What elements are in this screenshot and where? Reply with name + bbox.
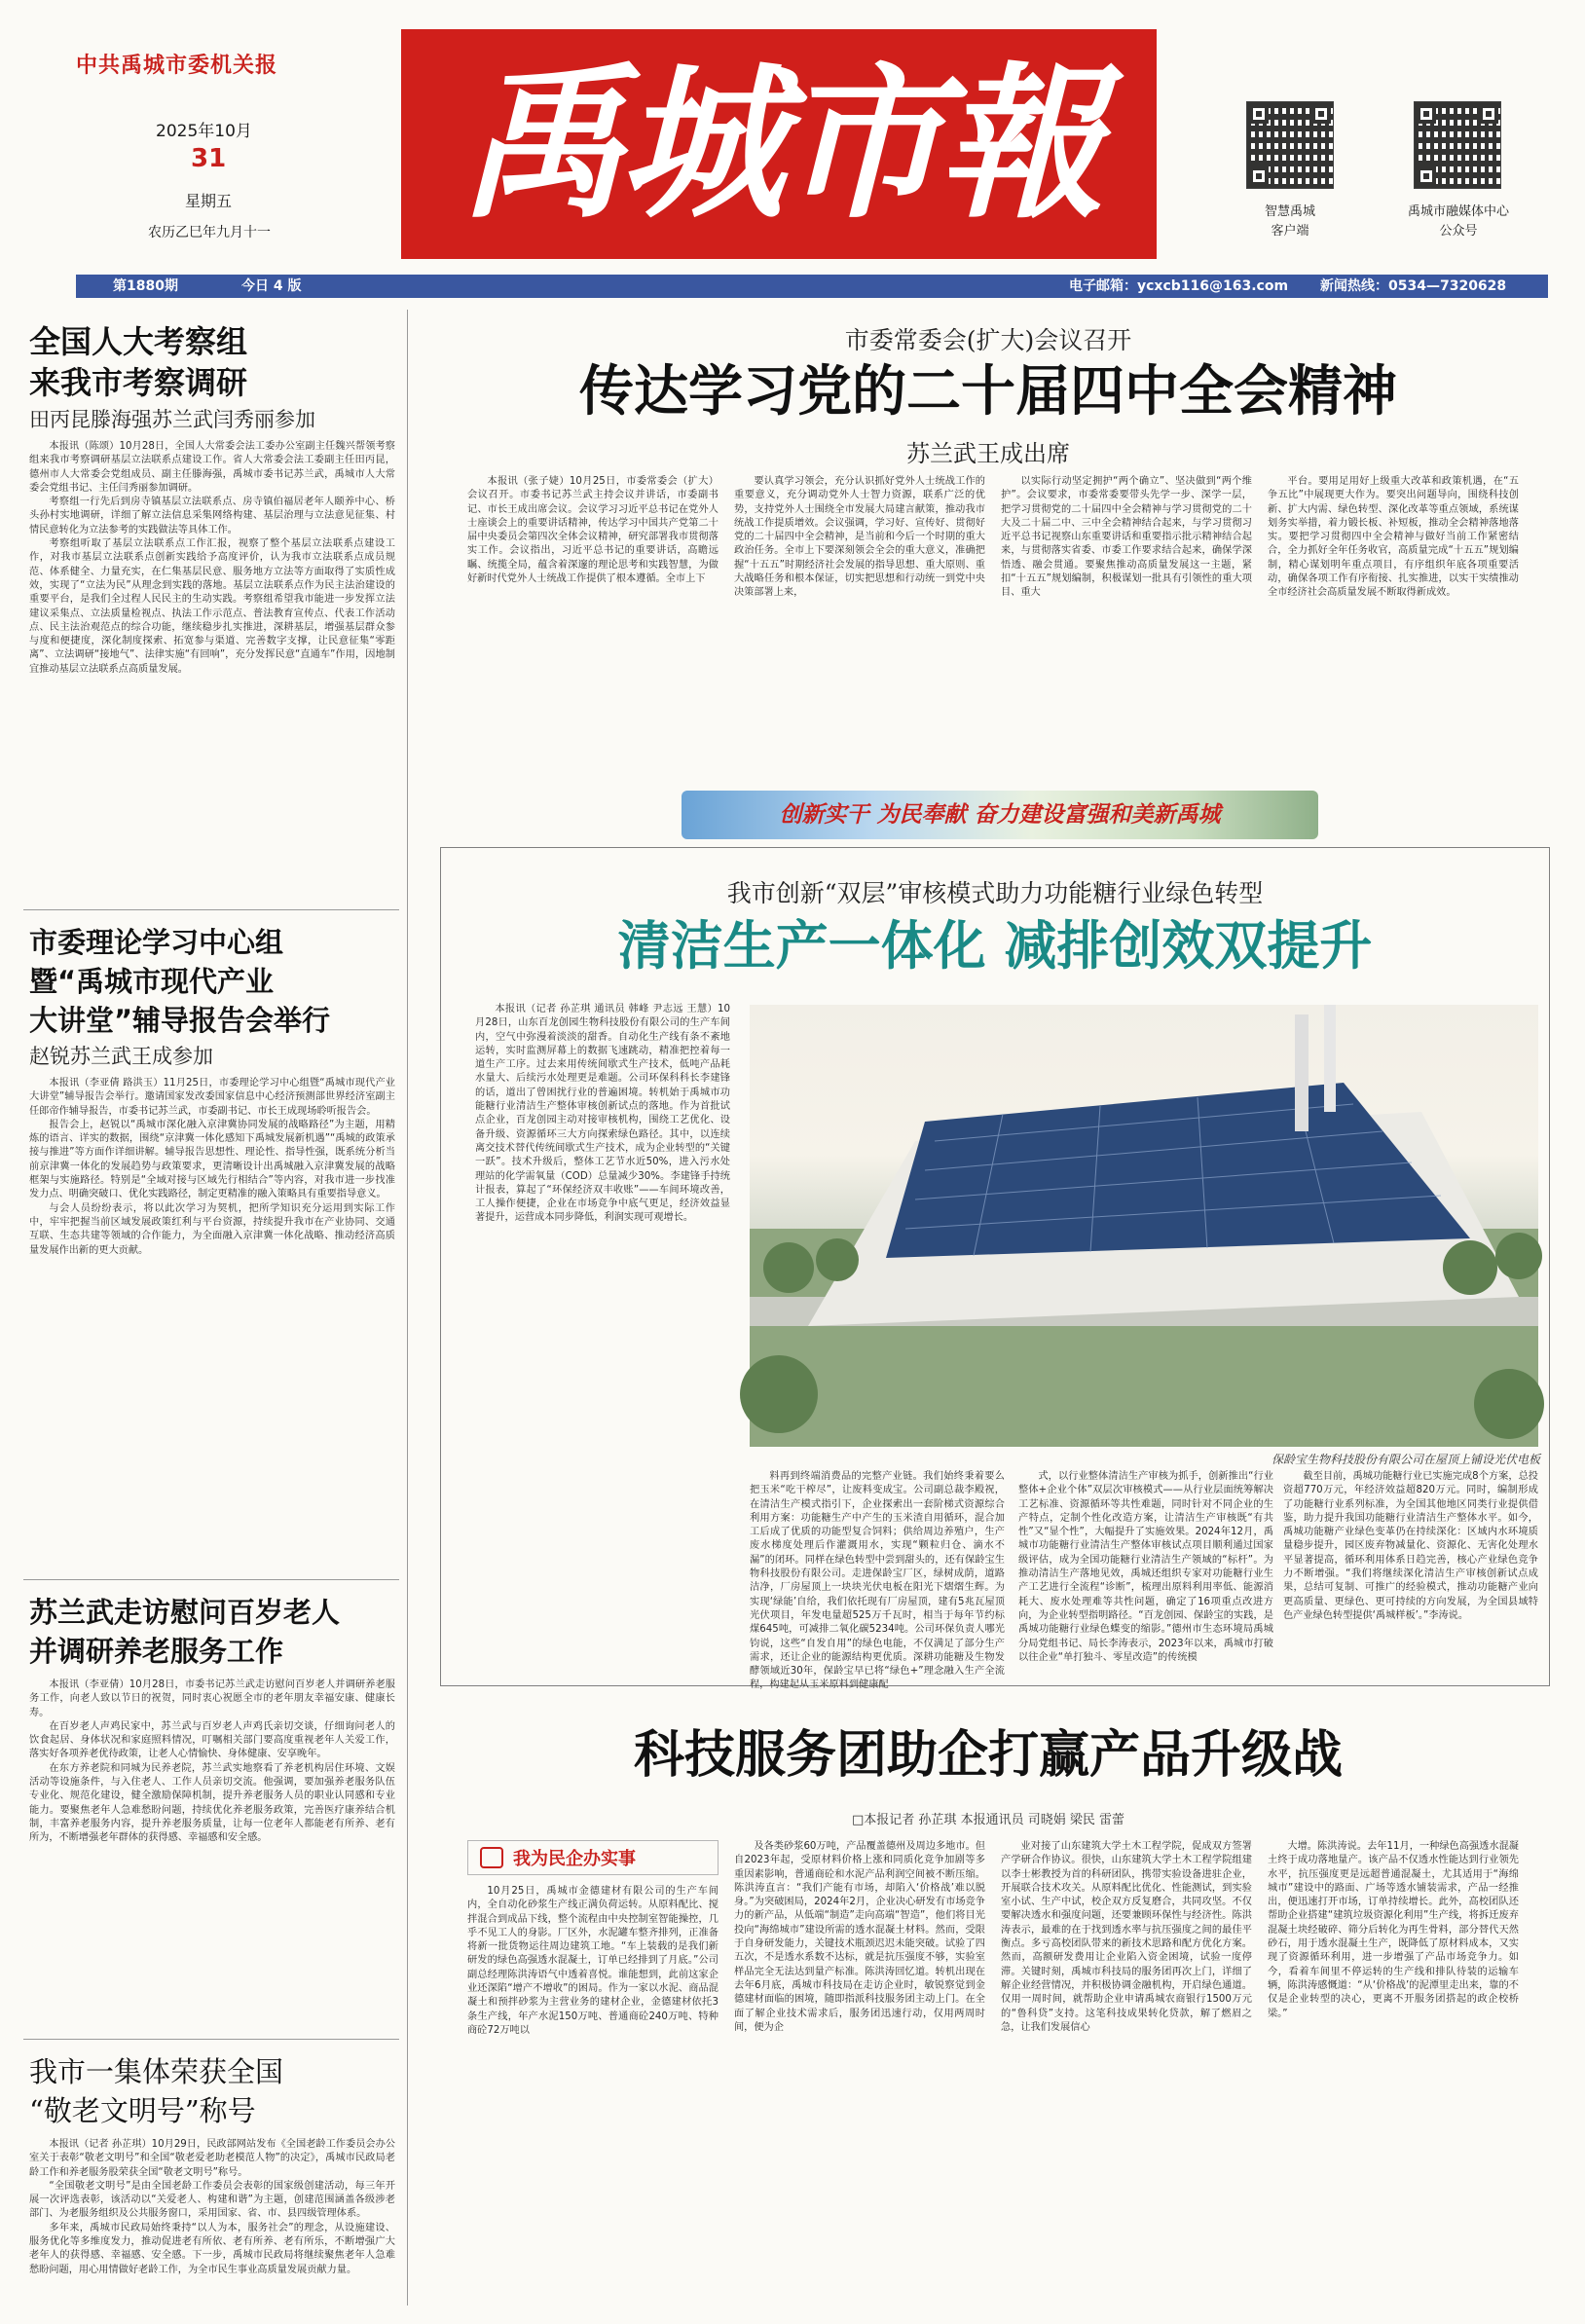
headline: 科技服务团助企打赢产品升级战	[633, 1725, 1343, 1785]
headline: 清洁生产一体化 减排创效双提升	[617, 915, 1373, 977]
headline: 传达学习党的二十届四中全会精神	[579, 360, 1397, 424]
lunar-date: 农历乙巳年九月十一	[148, 225, 271, 240]
qr-code-public-account[interactable]	[1414, 101, 1501, 189]
weekday: 星期五	[185, 192, 233, 210]
date-day: 31	[191, 144, 227, 173]
body-col-2: 及各类砂浆60万吨，产品覆盖德州及周边多地市。但自2023年起，受原材料价格上涨和同质化竞争加剧等多重因素影响，普通商砼和水泥产品利润空间被不断压缩。陈洪涛直言：“我们产能有市场，却陷入‘价格战’难以脱身。”为突破困局，2024年2月，企业决心研发有市场竞争力的新产品，从低端“制造”走向高端“智造”，他们将目光投向“海绵城市”建设所需的透水混凝土材料。然而，受限于自身研发能力，关键技术瓶颈迟迟未能突破。试验了四五次，不是透水系数不达标，就是抗压强度不够，实验室样品完全无法达到量产标准。陈洪涛回忆道。转机出现在去年6月底，禹城市科技局在走访企业时，敏锐察觉到金德建材面临的困境，随即指派科技服务团主动上门。在全面了解企业技术需求后，服务团迅速行动，仅用两周时间，便为企	[734, 1841, 985, 2033]
headline-line3: 大讲堂”辅导报告会举行	[29, 1004, 331, 1037]
subtitle: 田丙昆滕海强苏兰武闫秀丽参加	[29, 408, 315, 431]
headline: 市委理论学习中心组	[29, 926, 284, 959]
qr2-label-1: 禹城市融媒体中心	[1407, 204, 1509, 219]
kicker: 市委常委会(扩大)会议召开	[844, 326, 1132, 354]
column-label-box	[467, 1840, 719, 1875]
column-label: 我为民企办实事	[513, 1849, 636, 1869]
photo-caption: 保龄宝生物科技股份有限公司在屋顶上铺设光伏电板	[1271, 1453, 1540, 1466]
column-label-icon	[480, 1847, 503, 1868]
headline: 我市一集体荣获全国	[29, 2055, 284, 2088]
email[interactable]: 电子邮箱：ycxcb116@163.com	[1069, 278, 1289, 294]
bottom-story	[428, 1694, 1548, 2317]
masthead	[0, 0, 1585, 263]
body-col-2: 要认真学习领会，充分认识抓好党外人士统战工作的重要意义，充分调动党外人士智力资源，联系广泛的优势，支持党外人士围绕全市发展大局建言献策，推动我市统战工作提质增效。会议强调，学习好、宣传好、贯彻好党的二十届四中全会精神，是当前和今后一个时期的重大政治任务。全市上下要深刻领会全会的重大意义，准确把握“十五五”时期经济社会发展的指导思想、重大原则、重大战略任务和根本保证，切实把思想和行动统一到党中央决策部署上来，	[734, 476, 985, 599]
date-year-month: 2025年10月	[156, 122, 252, 141]
hotline: 新闻热线：0534—7320628	[1320, 278, 1507, 294]
subtitle: 苏兰武王成出席	[906, 440, 1070, 467]
article-elder-honor	[29, 2052, 395, 2313]
byline: □本报记者 孙芷琪 本报通讯员 司晓娟 梁民 雷蕾	[852, 1813, 1124, 1827]
headline-line2: “敬老文明号”称号	[29, 2094, 256, 2127]
headline: 苏兰武走访慰问百岁老人	[29, 1596, 341, 1629]
newspaper-title-block	[401, 29, 1157, 259]
top-story	[428, 310, 1548, 787]
body-col-1: 本报讯（张子婕）10月25日，市委常委会（扩大）会议召开。市委书记苏兰武主持会议并讲话，市委副书记、市长王成出席会议。会议学习习近平总书记在党外人士座谈会上的重要讲话精神，传达学习中国共产党第二十届中央委员会第四次全体会议精神，研究部署我市贯彻落实工作。会议指出，习近平总书记的重要讲话，高瞻远瞩、统揽全局，蕴含着深邃的理论思考和实践智慧，为做好新时代党外人士统战工作提供了根本遵循。全市上下	[467, 476, 719, 585]
qr2-label-2: 公众号	[1439, 224, 1478, 239]
body-text: 本报讯（李亚倩）10月28日，市委书记苏兰武走访慰问百岁老人并调研养老服务工作，向老人致以节日的祝贺，同时衷心祝愿全市的老年朋友幸福安康、健康长寿。 在百岁老人声鸡民家中，苏兰武与百岁老人声鸡氏亲切交谈，仔细询问老人的饮食起居、身体状况和家庭照料情况，叮嘱相关部门要高度重视老年人关爱工作，落实好各项养老优待政策，让老人心情愉快、身体健康、安享晚年。 在东方养老院和同城为民养老院，苏兰武实地察看了养老机构居住环境、文娱活动等设施条件，与入住老人、工作人员亲切交流。他强调，要加强养老服务队伍专业化、规范化建设，健全激励保障机制，提升养老服务人员的职业认同感和专业能力。要聚焦老年人急难愁盼问题，持续优化养老服务政策，完善医疗康养结合机制，丰富养老服务内容，提升养老服务质量，让每一位老年人都能老有所养、老有所为，不断增强老年群体的获得感、幸福感和安全感。	[29, 1679, 395, 1844]
feature-story	[440, 847, 1550, 1691]
photo-illustration	[750, 1005, 1538, 1447]
slogan-banner	[682, 791, 1318, 839]
body-text: 本报讯（李亚倩 路洪玉）11月25日，市委理论学习中心组暨“禹城市现代产业大讲堂”辅导报告会举行。邀请国家发改委国家信息中心经济预测部世界经济室副主任郎帝作辅导报告，市委书记苏兰武，市委副书记、市长王成现场聆听报告会。 报告会上，赵锐以“禹城市深化融入京津冀协同发展的战略路径”为主题，用精炼的语言、详实的数据，围绕“京津冀一体化感知下禹城发展新机遇”“禹城的政策承接与推进”等方面作详细讲解。辅导报告思想性、理论性、指导性强，既系统分析当前京津冀一体化的发展趋势与政策要求，更清晰设计出禹城融入京津冀发展的战略框架与实施路径。特别是“全域对接与区域先行相结合”等内容，对我市进一步找准发力点、明确突破口、优化实践路径，制定更精准的融入策略具有重要指导意义。 与会人员纷纷表示，将以此次学习为契机，把所学知识充分运用到实际工作中，牢牢把握当前区域发展政策红利与平台资源，持续提升我市在产业协同、交通互联、生态共建等领域的合作能力，为全面融入京津冀一体化战略、推动经济高质量发展作出新的更大贡献。	[29, 1078, 395, 1256]
body-text: 本报讯（陈颂）10月28日，全国人大常委会法工委办公室副主任魏兴帮领考察组来我市考察调研基层立法联系点建设工作。省人大常委会法工委副主任田丙昆，德州市人大常委会党组成员、副主任滕海强，禹城市委书记苏兰武，禹城市人大常委会党组书记、主任闫秀丽参加调研。 考察组一行先后到房寺镇基层立法联系点、房寺镇伯福居老年人颐养中心、桥头孙村实地调研，详细了解立法信息采集网络构建、基层治理与立法意见征集、村情民意转化为立法参考的实践做法等具体工作。 考察组听取了基层立法联系点工作汇报，视察了整个基层立法联系点建设工作，对我市基层立法联系点创新实践给予高度评价，认为我市立法联系点成员规范、体系健全、力量充实，在仁集基层民意、服务地方立法等方面取得了实质性成效，实现了“立法为民”从理念到实践的落地。基层立法联系点作为民主法治建设的重要平台，是我们全过程人民民主的生动实践。考察组希望我市能进一步发挥立法建议采集点、立法质量检视点、执法工作示范点、普法教育宣传点、代表工作活动点、民主法治观范点的综合功能，继续稳步扎实推进，深耕基层，增强基层群众参与度和便捷度，深化制度探索、拓宽参与渠道、完善数字支撑，让民意征集“零距离”、立法调研“接地气”、法律实施“有回响”，充分发挥民意“直通车”作用，因地制宜推动基层立法联系点高质量发展。	[29, 441, 395, 675]
body-col-3: 业对接了山东建筑大学土木工程学院，促成双方签署产学研合作协议。很快，山东建筑大学土木工程学院组建以李士彬教授为首的科研团队，携带实验设备进驻企业，开展联合技术攻关。从原料配比优化、性能测试，到实验室小试、生产中试，校企双方反复磨合，共同攻坚。不仅要解决透水和强度问题，还要兼顾环保性与经济性。陈洪涛表示，最难的在于找到透水率与抗压强度之间的最佳平衡点。多亏高校团队带来的新技术思路和配方优化方案。然而，高额研发费用让企业陷入资金困境，试验一度停滞。关键时刻，禹城市科技局的服务团再次上门，详细了解企业经营情况，并积极协调金融机构，开启绿色通道。仅用一周时间，就帮助企业申请禹城农商银行1500万元的“鲁科贷”支持。这笔科技成果转化贷款，解了燃眉之急，让我们发展信心	[1001, 1841, 1252, 2033]
newspaper-title: 禹城市報	[459, 47, 1098, 241]
slogan-text: 创新实干 为民奉献 奋力建设富强和美新禹城	[779, 801, 1221, 828]
headline-line2: 暨“禹城市现代产业	[29, 965, 275, 998]
body-col-4: 平台。要用足用好上级重大改革和政策机遇，在“五争五比”中展现更大作为。要突出问题导向，围绕科技创新、扩大内需、绿色转型、深化改革等重点领域，系统谋划务实举措，着力锻长板、补短板，推动全会精神落地落实。要把学习贯彻四中全会精神与做好当前工作紧密结合，全力抓好全年任务收官，高质量完成“十五五”规划编制，精心谋划明年重点项目，有序组织年底各项重要活动，确保各项工作有序衔接、扎实推进，以实干实绩推动全市经济社会高质量发展不断取得新成效。	[1268, 476, 1519, 599]
body-col-1: 10月25日，禹城市金德建材有限公司的生产车间内，全自动化砂浆生产线正满负荷运转。从原料配比、搅拌混合到成品下线，整个流程由中央控制室智能操控，几乎不见工人的身影。厂区外，水泥罐车整齐排列，正准备将新一批货物运往周边建筑工地。“车上装载的是我们新研发的绿色高强透水混凝土，订单已经排到了月底。”公司副总经理陈洪涛语气中透着喜悦。谁能想到，此前这家企业还深陷“增产不增收”的困局。作为一家以水泥、商品混凝土和预拌砂浆为主营业务的建材企业，金德建材依托3条生产线，年产水泥150万吨、普通商砼240万吨、特种商砼72万吨以	[467, 1886, 719, 2036]
qr1-label-2: 客户端	[1271, 224, 1309, 239]
qr-code-client[interactable]	[1246, 101, 1334, 189]
article-theory-study	[29, 923, 395, 1519]
feature-col-4: 截至目前，禹城功能糖行业已实施完成8个方案，总投资超770万元，年经济效益超820万元。同时，编制形成了功能糖行业系列标准，为全国其他地区同类行业提供借鉴，助力提升我国功能糖行业清洁生产整体水平。如今，禹城功能糖产业绿色变革仍在持续深化：区域内水环境质量稳步提升，园区废弃物减量化、资源化、无害化处理水平显著提高，循环利用体系日趋完善，核心产业绿色竞争力不断增强。“我们将继续深化清洁生产审核创新试点成果，总结可复制、可推广的经验模式，推动功能糖产业向更高质量、更绿色、更可持续的方向发展，为全国县域特色产业绿色转型提供‘禹城样板’。”李涛说。	[1283, 1471, 1538, 1621]
feature-col-2: 料再到终端消费品的完整产业链。我们始终秉着要么把玉米“吃干榨尽”，让废料变成宝。公司副总裁李殿祝，在清洁生产模式指引下，企业探索出一套阶梯式资源综合利用方案：功能糖生产中产生的玉米渣自用循环，混合加工后成了优质的功能型复合饲料；供给周边养殖户，生产废水梯度处理后作灌溉用水，实现“颗粒归仓、滴水不漏”的闭环。同样在绿色转型中尝到甜头的，还有保龄宝生物科技股份有限公司。走进保龄宝厂区，绿树成荫，道路洁净，厂房屋顶上一块块光伏电板在阳光下熠熠生辉。为实现‘绿能’自给，我们依托现有厂房屋顶，建有5兆瓦屋顶光伏项目，年发电量超525万千瓦时，相当于每年节约标煤645吨，可减排二氧化碳5234吨。公司环保负责人哪光钧说，这些“自发自用”的绿色电能，不仅满足了部分生产需求，还让企业的能源结构更优质。深耕功能糖及生物发酵领域近30年，保龄宝早已将“绿色+”理念融入生产全流程，构建起从玉米原料到健康配	[750, 1471, 1005, 1691]
body-col-4: 大增。陈洪涛说。去年11月，一种绿色高强透水混凝土终于成功落地量产。该产品不仅透水性能达到行业领先水平，抗压强度更是远超普通混凝土，尤其适用于“海绵城市”建设中的路面、广场等透水铺装需求，产品一经推出，便迅速打开市场，订单持续增长。此外，高校团队还帮助企业搭建“建筑垃圾资源化利用”生产线，将拆迁废弃混凝土块经破碎、筛分后转化为再生骨料，部分替代天然砂石，用于透水混凝土生产，既降低了原材料成本，又实现了资源循环利用，进一步增强了产品市场竞争力。如今，看着车间里不停运转的生产线和排队待装的运输车辆，陈洪涛感慨道：“从‘价格战’的泥潭里走出来，靠的不仅是企业转型的决心，更离不开服务团搭起的政企校桥梁。”	[1268, 1841, 1519, 2019]
issue-number: 第1880期	[113, 278, 178, 294]
page-count: 今日 4 版	[241, 278, 302, 294]
headline: 全国人大考察组	[29, 323, 248, 360]
headline-line2: 并调研养老服务工作	[29, 1635, 284, 1668]
subtitle: 赵锐苏兰武王成参加	[29, 1045, 213, 1068]
body-text: 本报讯（记者 孙芷琪）10月29日，民政部网站发布《全国老龄工作委员会办公室关于表彰“敬老文明号”和全国“敬老爱老助老模范人物”的决定》，禹城市民政局老龄工作和养老服务股荣获全国“敬老文明号”称号。 “全国敬老文明号”是由全国老龄工作委员会表彰的国家级创建活动，每三年开展一次评选表彰，该活动以“关爱老人、构建和谐”为主题，创建范围涵盖各级涉老部门、为老服务组织及公共服务窗口，采用国家、省、市、县四级管理体系。 多年来，禹城市民政局始终秉持“以人为本，服务社会”的理念，从设施建设、服务优化等多维度发力，推动促进老有所依、老有所养、老有所乐，不断增强广大老年人的获得感、幸福感、安全感。下一步，禹城市民政局将继续聚焦老年人急难愁盼问题，用心用情做好老龄工作，为全市民生事业高质量发展贡献力量。	[29, 2139, 395, 2275]
qr1-label-1: 智慧禹城	[1264, 204, 1315, 219]
article-npc-inspection	[29, 321, 395, 859]
body-col-3: 以实际行动坚定拥护“两个确立”、坚决做到“两个维护”。会议要求，市委常委要带头先学一步、深学一层，把学习贯彻党的二十届四中全会精神与学习贯彻党的二十大及二十届二中、三中全会精神结合起来，与学习贯彻习近平总书记视察山东重要讲话和重要指示批示精神结合起来，与贯彻落实省委、市委工作要求结合起来，确保学深悟透、融会贯通。要聚焦推动高质量发展这一主题，紧扣“十五五”规划编制，积极谋划一批具有引领性的重大项目、重大	[1001, 476, 1252, 599]
article-centenarian-visit	[29, 1593, 395, 2037]
feature-photo[interactable]	[750, 1005, 1538, 1447]
kicker: 我市创新“双层”审核模式助力功能糖行业绿色转型	[726, 879, 1264, 907]
feature-intro: 本报讯（记者 孙芷琪 通讯员 韩峰 尹志远 王慧）10月28日，山东百龙创园生物科技股份有限公司的生产车间内，空气中弥漫着淡淡的甜香。自动化生产线有条不紊地运转，实时监测屏幕上的数据飞速跳动，精准把控着每一道生产工序。过去来用传统间歇式生产技术，低吨产品耗水量大、后续污水处理更是难题。公司环保科科长李建锋的话，道出了曾困扰行业的普遍困境。转机始于禹城市功能糖行业清洁生产整体审核创新试点的落地。作为首批试点企业，百龙创园主动对接审核机构，围绕工艺优化、设备升级、资源循环三大方向探索绿色路径。其中，以连续离交技术替代传统间歇式生产技术，成为企业转型的“关键一跃”。技术升级后，整体工艺节水近50%，进入污水处理站的化学需氧量（COD）总量减少30%。李建锋手持统计报表，算起了“环保经济双丰收账”——车间环境改善，工人操作便捷，企业在市场竞争中底气更足，经济效益显著提升，运营成本同步降低，利润实现可观增长。	[475, 1004, 730, 1224]
feature-col-3: 式，以行业整体清洁生产审核为抓手，创新推出“行业整体+企业个体”双层次审核模式——从行业层面统筹解决工艺标准、资源循环等共性难题，同时针对不同企业的生产特点，定制个性化改造方案，让清洁生产审核既“有共性”又“显个性”，大幅提升了实施效果。2024年12月，禹城市功能糖行业清洁生产整体审核试点项目顺利通过国家级评估，成为全国功能糖行业清洁生产领域的“标杆”。为推动清洁生产落地见效，禹城还组织专家对功能糖行业生产工艺进行全流程“诊断”，梳理出原料利用率低、能源消耗大、废水处理难等共性问题，确定了16项重点改进方向，为企业转型指明路径。“百龙创园、保龄宝的实践，是禹城功能糖行业绿色蝶变的缩影。”德州市生态环境局禹城分局党组书记、局长李涛表示，2023年以来，禹城市打破以往企业“单打独斗、零星改造”的传统模	[1018, 1471, 1273, 1663]
organ-name: 中共禹城市委机关报	[76, 53, 278, 78]
info-bar	[76, 275, 1548, 298]
headline-line2: 来我市考察调研	[29, 364, 248, 401]
left-column-divider	[407, 310, 408, 2306]
feature-lower-columns	[440, 1441, 1550, 1492]
